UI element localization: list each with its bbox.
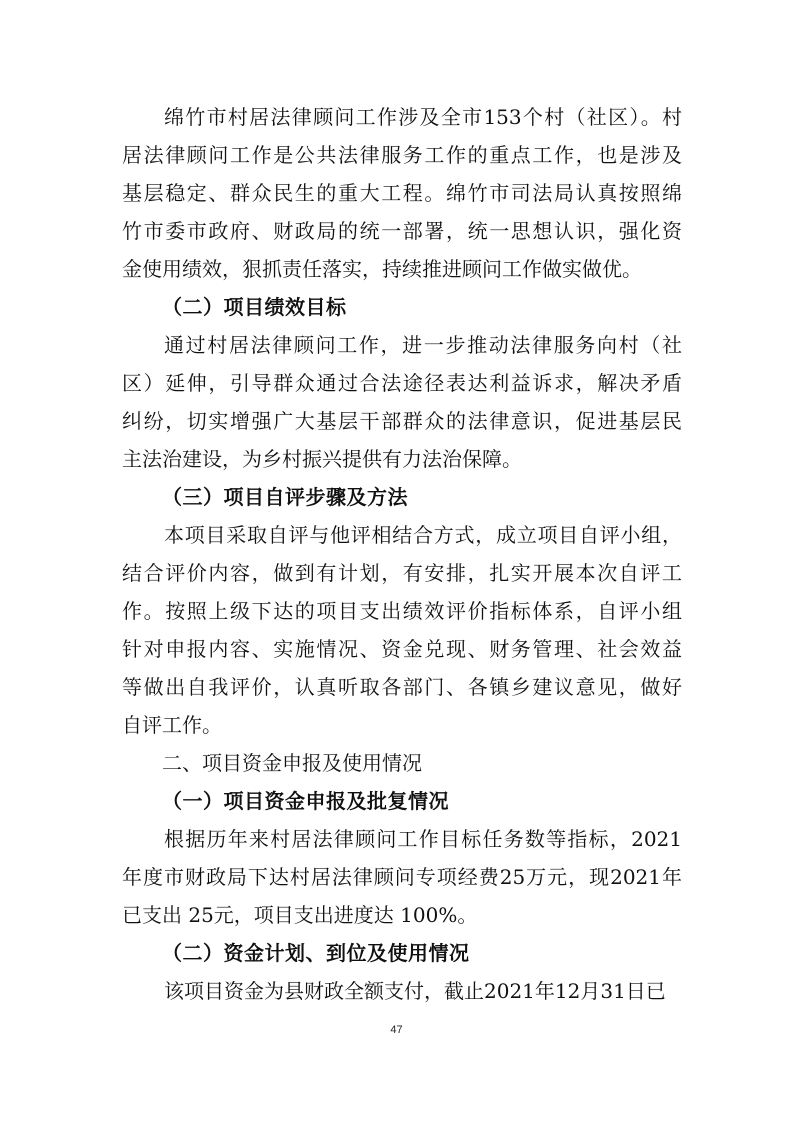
subsection-heading bbox=[122, 934, 682, 972]
body-paragraph bbox=[122, 820, 682, 934]
body-paragraph bbox=[122, 972, 682, 1010]
text-line: （三）项目自评步骤及方法 bbox=[162, 485, 408, 509]
section-heading bbox=[122, 744, 682, 782]
subsection-heading bbox=[122, 288, 682, 326]
text-line: 该项目资金为县财政全额支付，截止2021年12月31日已 bbox=[164, 979, 666, 1003]
text-line: （二）项目绩效目标 bbox=[162, 295, 347, 319]
body-paragraph bbox=[122, 516, 682, 744]
text-line: 本项目采取自评与他评相结合方式，成立项目自评小组， bbox=[164, 523, 682, 547]
text-line: 自评工作。 bbox=[122, 713, 222, 737]
text-line: 已支出 25元，项目支出进度达 100%。 bbox=[122, 903, 478, 927]
text-line: 基层稳定、群众民生的重大工程。绵竹市司法局认真按照绵 bbox=[122, 181, 682, 205]
text-line: 作。按照上级下达的项目支出绩效评价指标体系，自评小组 bbox=[122, 599, 682, 623]
document-body bbox=[122, 98, 682, 1010]
text-line: 二、项目资金申报及使用情况 bbox=[162, 751, 422, 775]
text-line: 竹市委市政府、财政局的统一部署，统一思想认识，强化资 bbox=[122, 219, 682, 243]
text-line: 绵竹市村居法律顾问工作涉及全市153个村（社区）。村 bbox=[164, 105, 682, 129]
text-line: （二）资金计划、到位及使用情况 bbox=[162, 941, 470, 965]
text-line: 根据历年来村居法律顾问工作目标任务数等指标，2021 bbox=[164, 827, 682, 851]
text-line: 针对申报内容、实施情况、资金兑现、财务管理、社会效益 bbox=[122, 637, 682, 661]
subsection-heading bbox=[122, 478, 682, 516]
text-line: 等做出自我评价，认真听取各部门、各镇乡建议意见，做好 bbox=[122, 675, 682, 699]
text-line: 居法律顾问工作是公共法律服务工作的重点工作，也是涉及 bbox=[122, 143, 682, 167]
subsection-heading bbox=[122, 782, 682, 820]
text-line: 纠纷，切实增强广大基层干部群众的法律意识，促进基层民 bbox=[122, 409, 682, 433]
page-number: 47 bbox=[390, 1024, 403, 1036]
body-paragraph bbox=[122, 326, 682, 478]
text-line: 结合评价内容，做到有计划，有安排，扎实开展本次自评工 bbox=[122, 561, 682, 585]
text-line: 年度市财政局下达村居法律顾问专项经费25万元，现2021年 bbox=[122, 865, 682, 889]
body-paragraph bbox=[122, 98, 682, 288]
text-line: 通过村居法律顾问工作，进一步推动法律服务向村（社 bbox=[164, 333, 682, 357]
text-line: 金使用绩效，狠抓责任落实，持续推进顾问工作做实做优。 bbox=[122, 257, 642, 281]
text-line: （一）项目资金申报及批复情况 bbox=[162, 789, 449, 813]
text-line: 主法治建设，为乡村振兴提供有力法治保障。 bbox=[122, 447, 522, 471]
text-line: 区）延伸，引导群众通过合法途径表达利益诉求，解决矛盾 bbox=[122, 371, 682, 395]
